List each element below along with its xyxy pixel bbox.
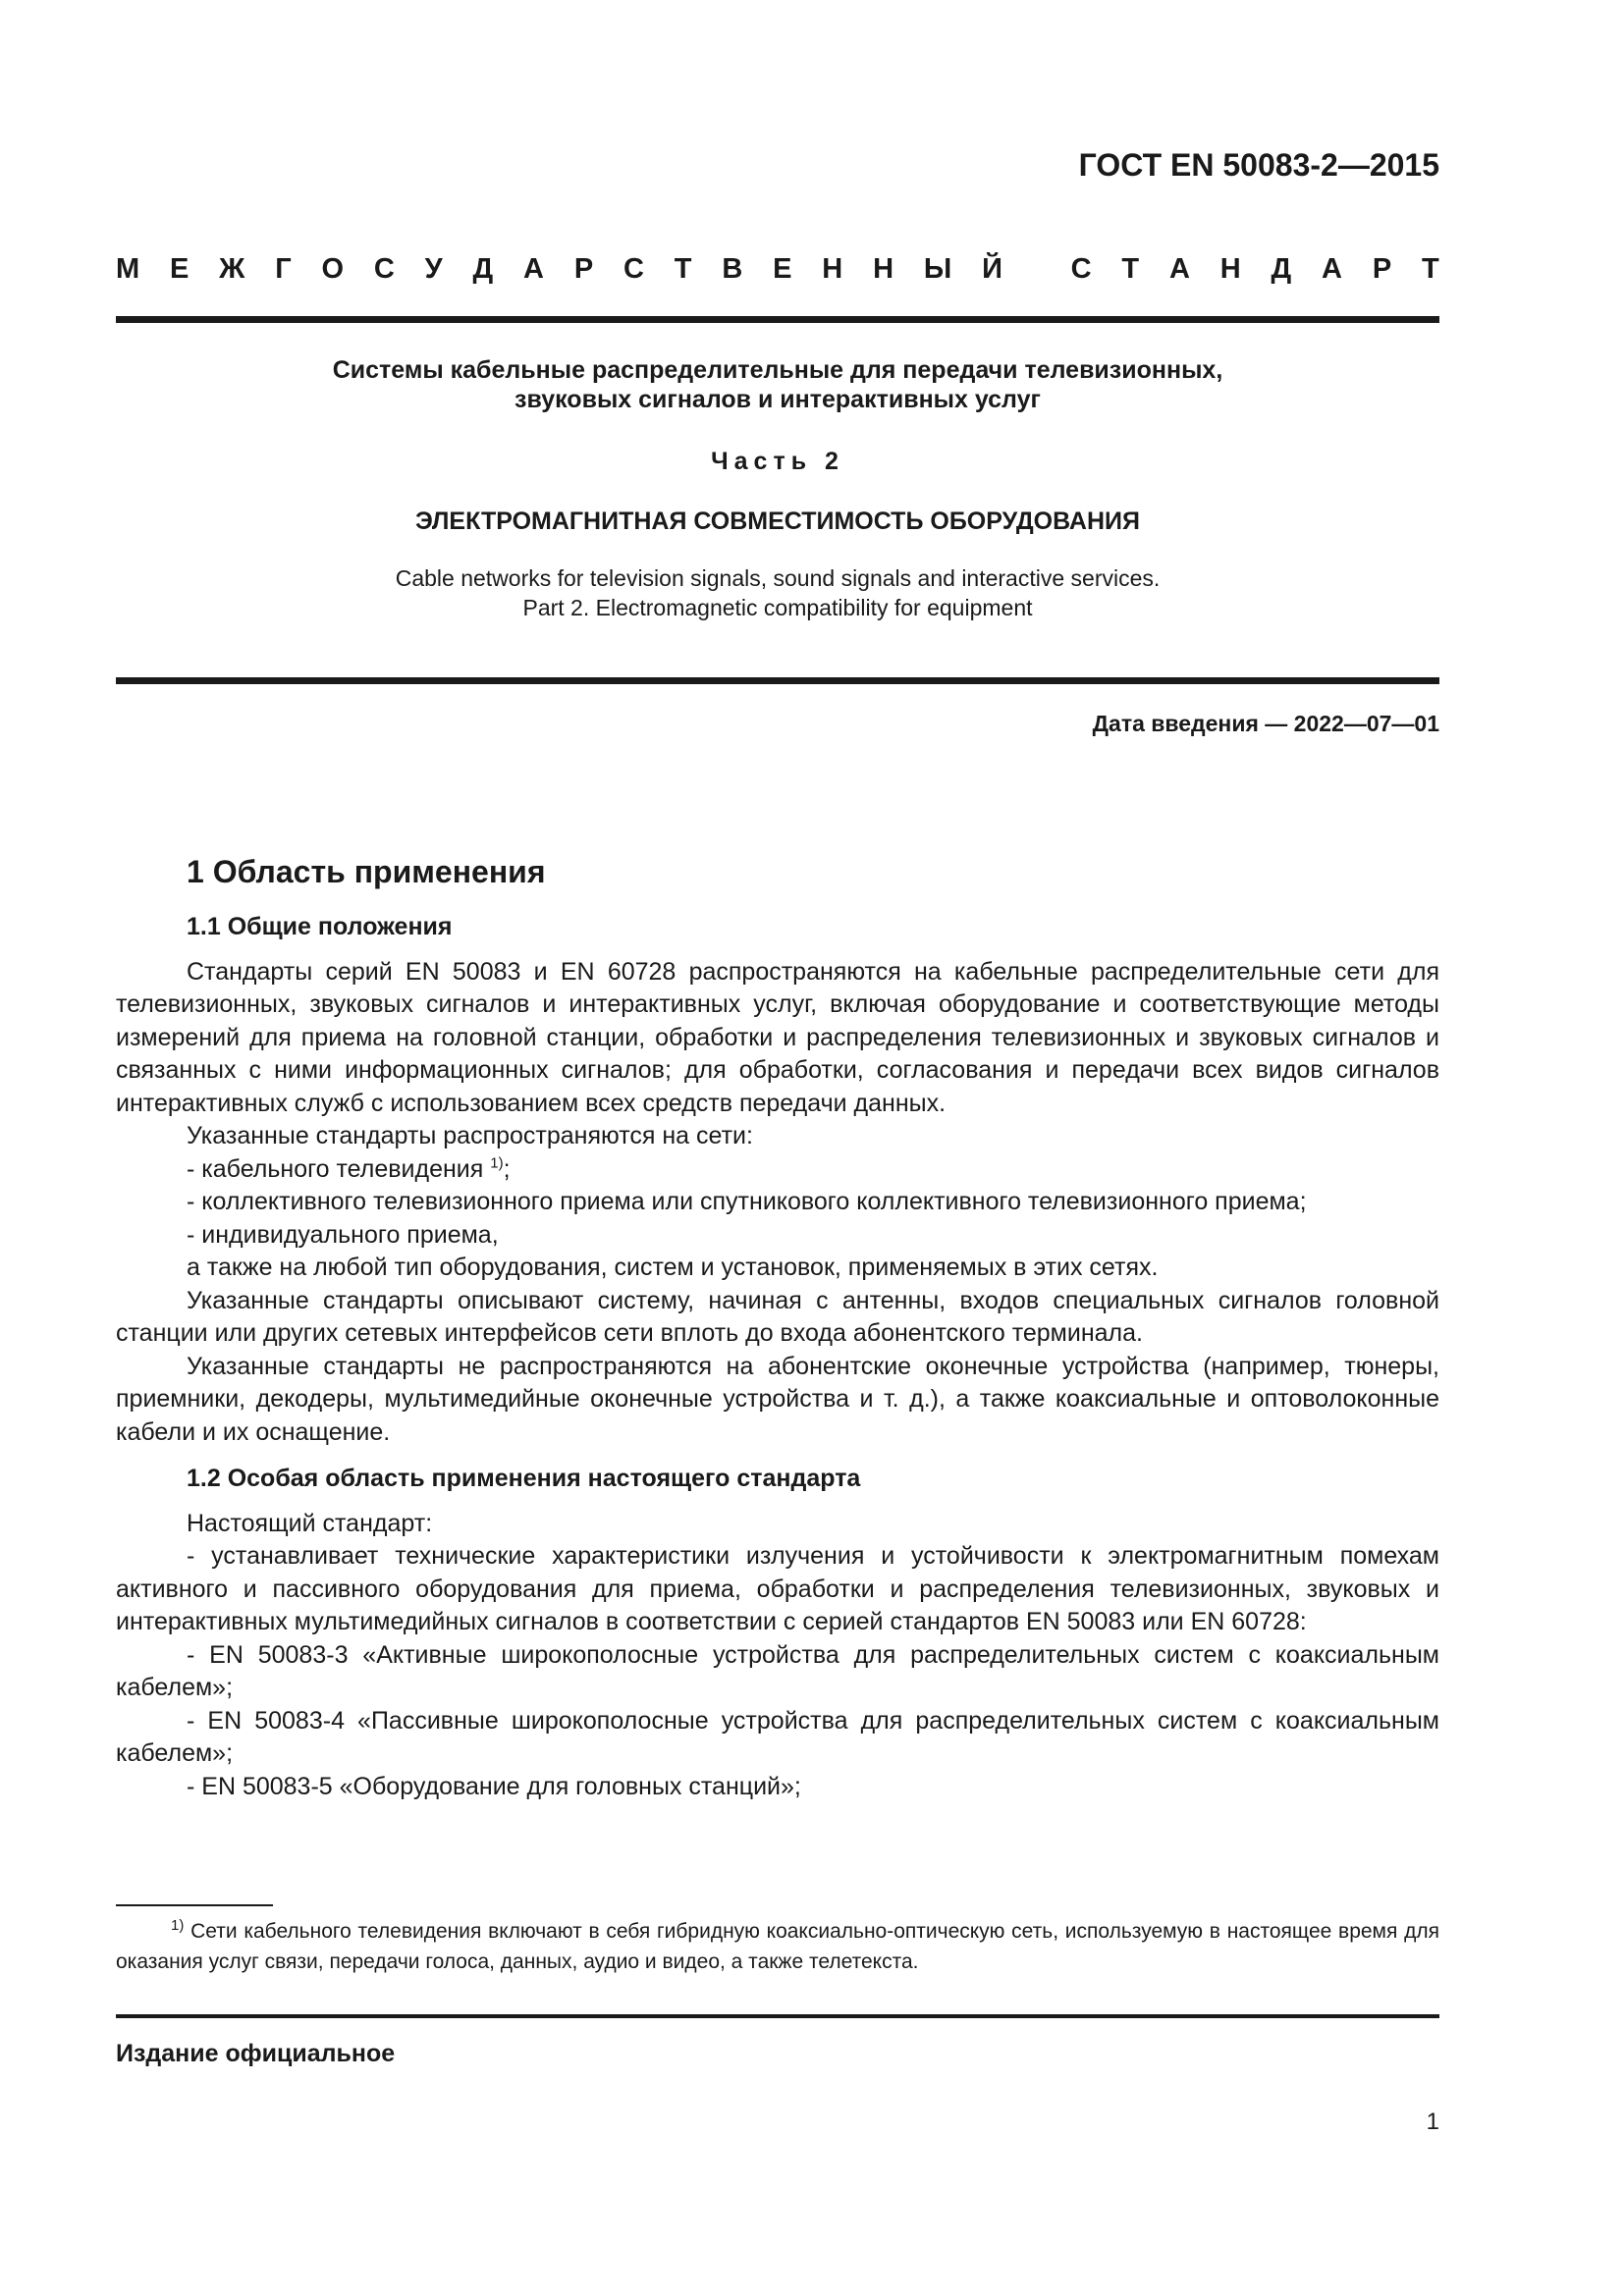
- top-divider: [116, 316, 1439, 323]
- subsection-heading: 1.1 Общие положения: [187, 913, 453, 940]
- banner-letter: Й: [982, 253, 1002, 285]
- banner-letter: Д: [1271, 253, 1292, 285]
- footnote: [116, 1916, 1439, 1977]
- banner-letter: А: [1322, 253, 1342, 285]
- banner-letter: Н: [1219, 253, 1241, 285]
- official-edition-label: Издание официальное: [116, 2040, 396, 2067]
- banner-letter: Н: [873, 253, 894, 285]
- footnote-text: Сети кабельного телевидения включают в себя гибридную коаксиально-оптическую сеть, используемую в настоящее время для оказания услуг связи, передачи голоса, данных, аудио и видео, а также телетекста.: [116, 1920, 1439, 1973]
- document-body: [116, 852, 1439, 1803]
- banner-letter: Т: [1421, 253, 1439, 285]
- paragraph: Указанные стандарты описывают систему, начиная с антенны, входов специальных сигналов головной станции или других сетевых интерфейсов сети вплоть до входа абонентского терминала.: [116, 1286, 1439, 1347]
- banner-letter: Н: [822, 253, 843, 285]
- banner-letter: А: [1168, 253, 1190, 285]
- page-number: 1: [1426, 2109, 1439, 2135]
- paragraph: Стандарты серий EN 50083 и EN 60728 распространяются на кабельные распределительные сети для телевизионных, звуковых сигналов и интерактивных услуг, включая оборудование и соответствующие методы измерений для приема на головной станции, обработки и распределения телевизионных и звуковых сигналов и связанных с ними информационных сигналов; для обработки, согласования и передачи всех видов сигналов интерактивных служб с использованием всех средств передачи данных.: [116, 957, 1439, 1117]
- footnote-mark: 1): [171, 1917, 185, 1934]
- banner-letter: О: [321, 253, 345, 285]
- banner-letter: С: [373, 253, 395, 285]
- banner-letter: М: [116, 253, 140, 285]
- list-item-text: - кабельного телевидения: [187, 1154, 484, 1183]
- footnote-separator: [116, 1904, 273, 1906]
- list-item: - EN 50083-5 «Оборудование для головных станций»;: [187, 1772, 801, 1800]
- russian-title: [116, 355, 1439, 414]
- interstate-standard-banner: [116, 253, 1439, 286]
- banner-letter: С: [1070, 253, 1092, 285]
- banner-letter: В: [722, 253, 743, 285]
- english-title: [116, 563, 1439, 622]
- document-number: ГОСТ EN 50083-2—2015: [1078, 147, 1439, 183]
- banner-letter: Т: [674, 253, 692, 285]
- banner-letter: С: [623, 253, 644, 285]
- russian-subtitle: ЭЛЕКТРОМАГНИТНАЯ СОВМЕСТИМОСТЬ ОБОРУДОВАНИЯ: [415, 507, 1140, 535]
- banner-letter: Р: [573, 253, 594, 285]
- title-divider: [116, 677, 1439, 684]
- english-title-line-2: Part 2. Electromagnetic compatibility for equipment: [522, 595, 1033, 620]
- introduction-date: Дата введения — 2022—07—01: [1092, 711, 1439, 736]
- list-item-punctuation: ;: [503, 1154, 511, 1183]
- paragraph: Настоящий стандарт:: [187, 1509, 433, 1537]
- list-item: - EN 50083-3 «Активные широкополосные устройства для распределительных систем с коаксиальным кабелем»;: [116, 1640, 1439, 1701]
- list-item: - EN 50083-4 «Пассивные широкополосные устройства для распределительных систем с коаксиальным кабелем»;: [116, 1706, 1439, 1767]
- paragraph: Указанные стандарты распространяются на сети:: [187, 1122, 753, 1149]
- bottom-divider: [116, 2014, 1439, 2018]
- banner-letter: Ы: [923, 253, 952, 285]
- list-item: - индивидуального приема,: [187, 1220, 499, 1249]
- banner-letter: Р: [1372, 253, 1392, 285]
- banner-letter: У: [424, 253, 443, 285]
- paragraph: а также на любой тип оборудования, систем и установок, применяемых в этих сетях.: [187, 1254, 1159, 1281]
- section-heading: 1 Область применения: [187, 854, 546, 889]
- banner-gap: [1033, 253, 1041, 286]
- banner-letter: Е: [170, 253, 189, 285]
- list-item: - коллективного телевизионного приема или спутникового коллективного телевизионного приема;: [187, 1188, 1307, 1215]
- banner-letter: Е: [773, 253, 792, 285]
- english-title-line-1: Cable networks for television signals, sound signals and interactive services.: [395, 565, 1161, 591]
- russian-title-line-1: Системы кабельные распределительные для передачи телевизионных,: [332, 356, 1223, 384]
- banner-letter: Ж: [219, 253, 245, 285]
- paragraph: Указанные стандарты не распространяются на абонентские оконечные устройства (например, тюнеры, приемники, декодеры, мультимедийные оконечные устройства и т. д.), а также коаксиальные и оптоволоконные кабели и их оснащение.: [116, 1352, 1439, 1446]
- list-item: - устанавливает технические характеристики излучения и устойчивости к электромагнитным помехам активного и пассивного оборудования для приема, обработки и распределения телевизионных, звуковых и интерактивных мультимедийных сигналов в соответствии с серией стандартов EN 50083 или EN 60728:: [116, 1542, 1439, 1635]
- banner-letter: Т: [1121, 253, 1140, 285]
- russian-title-line-2: звуковых сигналов и интерактивных услуг: [514, 386, 1041, 413]
- list-item: [116, 1153, 1439, 1187]
- footnote-reference: 1): [490, 1154, 504, 1172]
- subsection-heading: 1.2 Особая область применения настоящего стандарта: [187, 1465, 861, 1492]
- part-label: Часть 2: [711, 448, 844, 475]
- banner-letter: Г: [275, 253, 292, 285]
- banner-letter: Д: [472, 253, 494, 285]
- title-block: [116, 355, 1439, 622]
- banner-letter: А: [523, 253, 544, 285]
